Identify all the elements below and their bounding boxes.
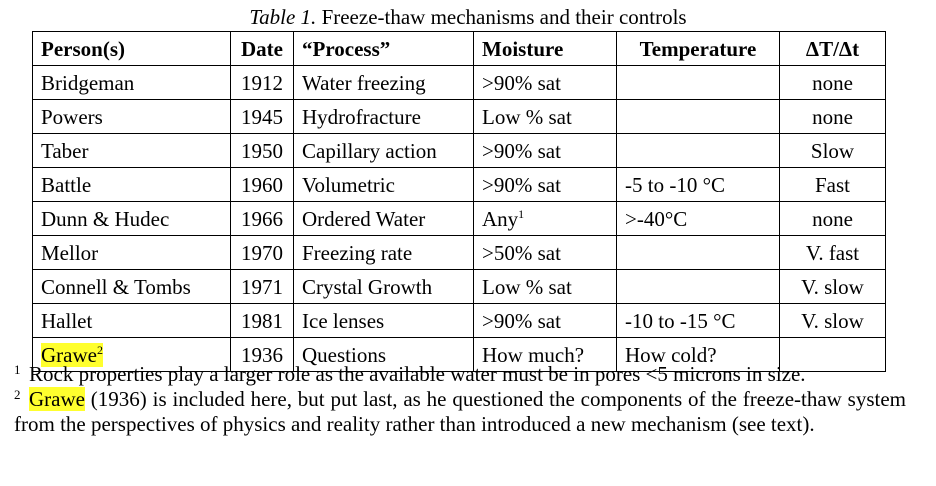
cell-moisture: >90% sat: [474, 304, 617, 338]
cell-rate: V. fast: [780, 236, 886, 270]
footnote-1: [14, 362, 906, 387]
cell-process: Freezing rate: [294, 236, 474, 270]
footnote-text: (1936) is included here, but put last, as he questioned the components of the freeze-thaw system from the perspectives of physics and reality rather than introduced a new mechanism (see text).: [14, 387, 906, 436]
cell-moisture: Low % sat: [474, 270, 617, 304]
footnote-ref-1: 1: [518, 206, 525, 221]
table-row: [33, 236, 886, 270]
cell-moisture: >90% sat: [474, 66, 617, 100]
footnote-mark: 2: [14, 387, 21, 402]
table-row: [33, 304, 886, 338]
cell-date: 1945: [231, 100, 294, 134]
footnote-mark: 1: [14, 362, 21, 377]
table-row: [33, 168, 886, 202]
cell-date: 1960: [231, 168, 294, 202]
cell-person: Connell & Tombs: [33, 270, 231, 304]
cell-rate: Fast: [780, 168, 886, 202]
cell-moisture: >50% sat: [474, 236, 617, 270]
cell-process: Volumetric: [294, 168, 474, 202]
cell-moisture: Low % sat: [474, 100, 617, 134]
header-moisture: Moisture: [474, 32, 617, 66]
cell-rate: Slow: [780, 134, 886, 168]
cell-temperature: [617, 270, 780, 304]
cell-person: Battle: [33, 168, 231, 202]
cell-temperature: [617, 236, 780, 270]
cell-temperature: -10 to -15 °C: [617, 304, 780, 338]
cell-temperature: [617, 100, 780, 134]
cell-temperature: -5 to -10 °C: [617, 168, 780, 202]
table-row: [33, 66, 886, 100]
cell-person: Mellor: [33, 236, 231, 270]
caption-text: Freeze-thaw mechanisms and their controls: [321, 5, 687, 29]
cell-temperature: [617, 134, 780, 168]
cell-temperature: >-40°C: [617, 202, 780, 236]
header-rate: ΔT/Δt: [780, 32, 886, 66]
cell-rate: V. slow: [780, 270, 886, 304]
cell-process: Questions: [294, 338, 474, 372]
cell-rate: V. slow: [780, 304, 886, 338]
cell-date: 1971: [231, 270, 294, 304]
cell-rate: none: [780, 100, 886, 134]
table-row: [33, 270, 886, 304]
header-temperature: Temperature: [617, 32, 780, 66]
cell-moisture: [474, 202, 617, 236]
caption-label: Table 1.: [249, 5, 317, 29]
footnote-2: [14, 387, 906, 437]
cell-process: Ordered Water: [294, 202, 474, 236]
cell-date: 1970: [231, 236, 294, 270]
table-header-row: [33, 32, 886, 66]
table-caption: [0, 5, 936, 29]
cell-rate: none: [780, 202, 886, 236]
cell-temperature: [617, 66, 780, 100]
header-date: Date: [231, 32, 294, 66]
footnote-text: Rock properties play a larger role as the available water must be in pores <5 microns in size.: [29, 362, 806, 386]
cell-person: Dunn & Hudec: [33, 202, 231, 236]
cell-process: Capillary action: [294, 134, 474, 168]
header-process: “Process”: [294, 32, 474, 66]
cell-process: Water freezing: [294, 66, 474, 100]
person-value: Grawe: [41, 342, 97, 367]
footnote-ref-2: 2: [96, 342, 103, 357]
cell-date: 1936: [231, 338, 294, 372]
cell-process: Crystal Growth: [294, 270, 474, 304]
cell-date: 1950: [231, 134, 294, 168]
header-person: Person(s): [33, 32, 231, 66]
cell-person: Taber: [33, 134, 231, 168]
cell-rate: none: [780, 66, 886, 100]
highlighted-name: Grawe: [29, 387, 85, 411]
footnotes: [14, 362, 906, 437]
freeze-thaw-table: [32, 31, 886, 372]
table-row: [33, 134, 886, 168]
cell-date: 1912: [231, 66, 294, 100]
table-row: [33, 100, 886, 134]
cell-temperature: How cold?: [617, 338, 780, 372]
cell-process: Hydrofracture: [294, 100, 474, 134]
cell-moisture: >90% sat: [474, 134, 617, 168]
cell-date: 1981: [231, 304, 294, 338]
cell-person: Hallet: [33, 304, 231, 338]
table-row: [33, 202, 886, 236]
cell-person: Powers: [33, 100, 231, 134]
cell-person: Bridgeman: [33, 66, 231, 100]
cell-date: 1966: [231, 202, 294, 236]
moisture-value: Any: [482, 206, 519, 231]
cell-moisture: >90% sat: [474, 168, 617, 202]
cell-moisture: How much?: [474, 338, 617, 372]
cell-process: Ice lenses: [294, 304, 474, 338]
